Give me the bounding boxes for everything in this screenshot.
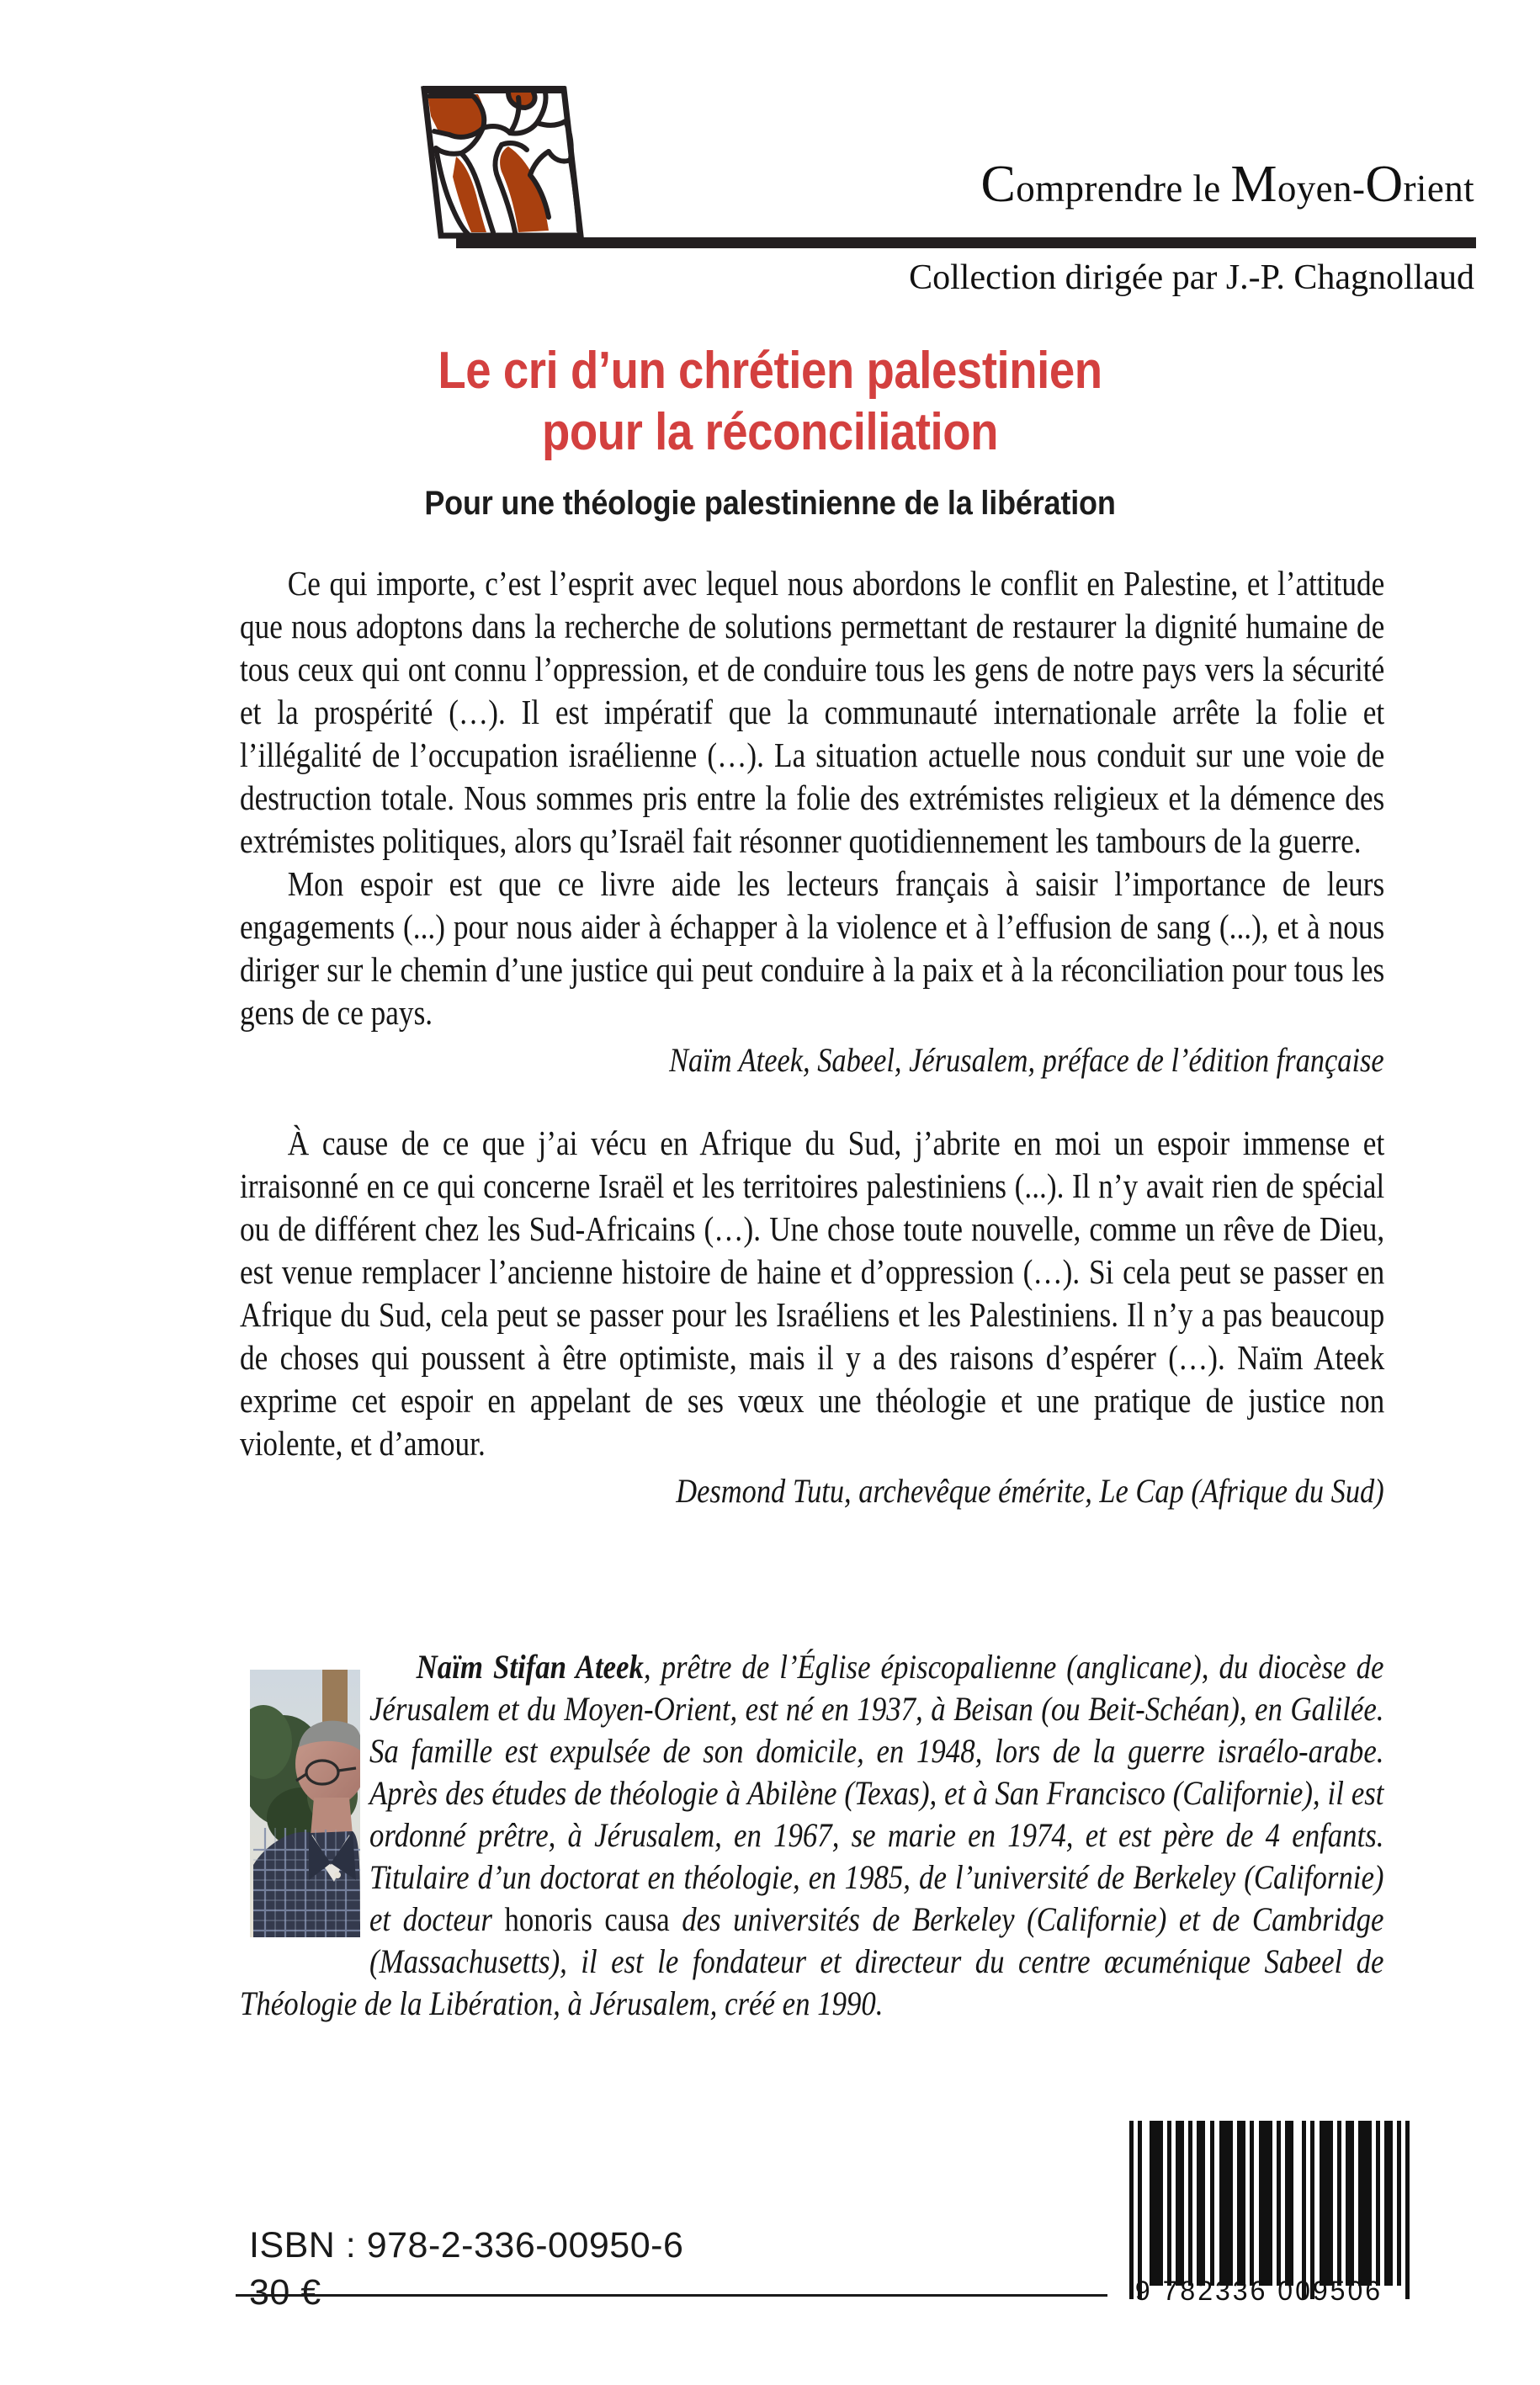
author-bio-block xyxy=(240,1646,1384,2025)
author-bio-part-1: , prêtre de l’Église épiscopalienne (anglicane), du diocèse de Jérusalem et du Moyen-Orient, est né en 1937, à Beisan (ou Beit-Schéan), en Galilée. Sa famille est expulsée de son domicile, en 1948, lors de la guerre israélo-arabe. Après des études de théologie à Abilène (Texas), et à San Francisco (Californie), il est ordonné prêtre, à Jérusalem, en 1967, se marie en 1974, et est père de 4 enfants. Titulaire d’un doctorat en théologie, en 1985, de l’université de Berkeley (Californie) et docteur xyxy=(369,1648,1384,1938)
author-bio-part-2: des universités de Berkeley (Californie) et de Cambridge (Massachusetts), il est le fondateur et directeur du centre œcuménique Sabeel de Théologie de la Libération, à Jérusalem, créé en 1990. xyxy=(240,1900,1384,2022)
quote-1-attribution: Naïm Ateek, Sabeel, Jérusalem, préface de l’édition française xyxy=(669,1041,1384,1079)
price: 30 € xyxy=(249,2272,321,2313)
collection-title xyxy=(980,156,1474,213)
collection-title-cap-c: C xyxy=(980,156,1017,213)
quote-2-paragraph-1: À cause de ce que j’ai vécu en Afrique du Sud, j’abrite en moi un espoir immense et irraisonné en ce qui concerne Israël et les territoires palestiniens (...). Il n’y avait rien de spécial ou de différent chez les Sud-Africains (…). Une chose toute nouvelle, comme un rêve de Dieu, est venue remplacer l’ancienne histoire de haine et d’oppression (…). Si cela peut se passer en Afrique du Sud, cela peut se passer pour les Israéliens et les Palestiniens. Il n’y a pas beaucoup de choses qui poussent à être optimiste, mais il y a des raisons d’espérer (…). Naïm Ateek exprime cet espoir en appelant de ses vœux une théologie et une pratique de justice non violente, et d’amour. xyxy=(240,1123,1385,1463)
isbn-block xyxy=(249,2222,683,2316)
collection-director: Collection dirigée par J.-P. Chagnollaud xyxy=(909,258,1474,297)
middle-east-map-logo xyxy=(406,82,658,242)
collection-title-mid: oyen- xyxy=(1277,167,1366,210)
honoris-causa: honoris causa xyxy=(504,1900,670,1938)
book-subtitle: Pour une théologie palestinienne de la libération xyxy=(424,485,1116,523)
quote-2-attribution: Desmond Tutu, archevêque émérite, Le Cap (Afrique du Sud) xyxy=(676,1472,1384,1510)
quote-1-paragraph-2: Mon espoir est que ce livre aide les lecteurs français à saisir l’importance de leurs engagements (...) pour nous aider à échapper à la violence et à l’effusion de sang (...), et à nous diriger sur le chemin d’une justice qui peut conduire à la paix et à la réconciliation pour tous les gens de ce pays. xyxy=(240,864,1385,1032)
back-cover-text xyxy=(240,562,1384,1514)
author-bio-text xyxy=(240,1646,1383,2025)
barcode-digits: 9 782336 009506 xyxy=(1134,2276,1383,2306)
collection-title-cap-o: O xyxy=(1365,156,1404,213)
isbn-number: ISBN : 978-2-336-00950-6 xyxy=(249,2225,684,2265)
book-title-line-2: pour la réconciliation xyxy=(541,403,999,462)
collection-title-rest: omprendre le xyxy=(1016,167,1231,210)
title-block xyxy=(0,340,1540,523)
book-title xyxy=(93,340,1447,463)
collection-divider-bar xyxy=(456,237,1476,248)
collection-title-cap-m: M xyxy=(1230,156,1277,213)
book-title-line-1: Le cri d’un chrétien palestinien xyxy=(438,342,1102,400)
collection-title-end: rient xyxy=(1403,167,1474,210)
quote-separator xyxy=(240,1083,1384,1122)
author-name: Naïm Stifan Ateek xyxy=(416,1648,644,1686)
quote-1-paragraph-1: Ce qui importe, c’est l’esprit avec lequel nous abordons le conflit en Palestine, et l’attitude que nous adoptons dans la recherche de solutions permettant de restaurer la dignité humaine de tous ceux qui ont connu l’oppression, et de conduire tous les gens de notre pays vers la sécurité et la prospérité (…). Il est impératif que la communauté internationale arrête la folie et l’illégalité de l’occupation israélienne (…). La situation actuelle nous conduit sur une voie de destruction totale. Nous sommes pris entre la folie des extrémistes religieux et la démence des extrémistes politiques, alors qu’Israël fait résonner quotidiennement les tambours de la guerre. xyxy=(240,564,1385,860)
collection-header xyxy=(0,0,1540,320)
